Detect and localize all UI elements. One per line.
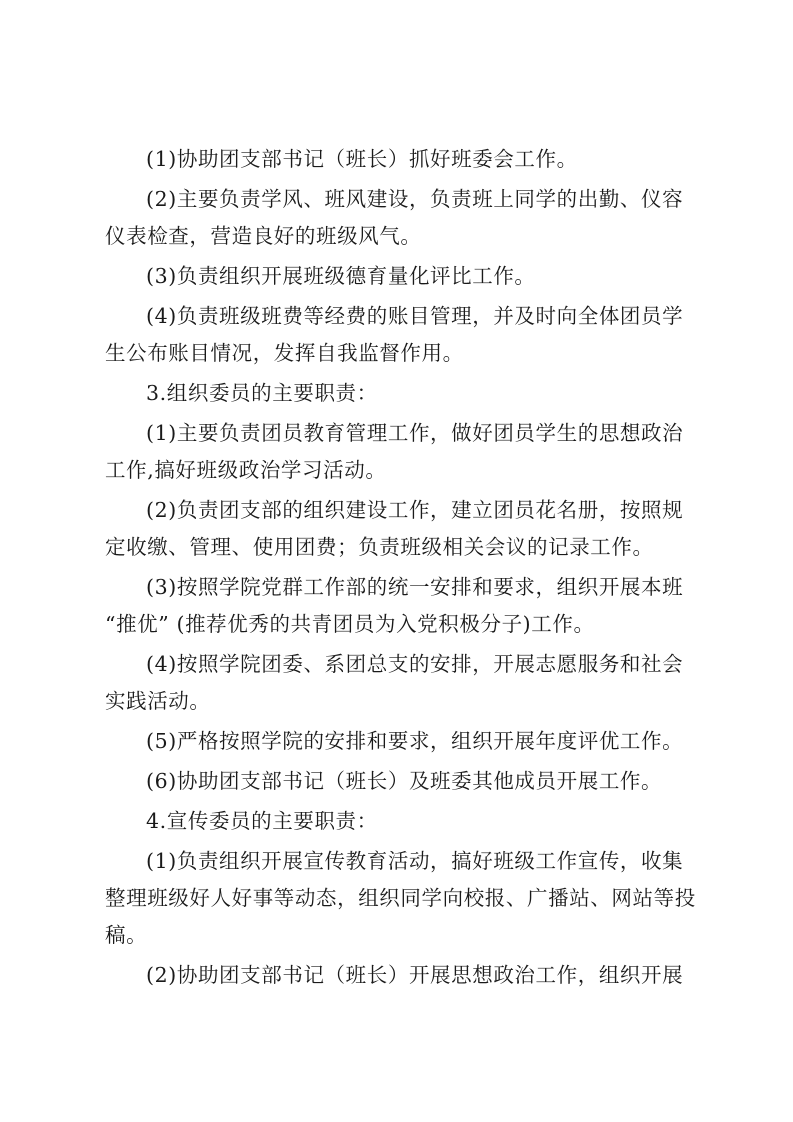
text-line: “推优” (推荐优秀的共青团员为入党积极分子)工作。 <box>105 612 595 636</box>
document-body <box>105 141 696 997</box>
paragraph-publicity-duty-1 <box>105 843 696 954</box>
paragraph-organization-duty-4 <box>105 646 693 720</box>
paragraph-organization-duty-1 <box>105 415 693 489</box>
text-line: (1)主要负责团员教育管理工作，做好团员学生的思想政治 <box>146 421 684 445</box>
text-line: (4)负责班级班费等经费的账目管理，并及时向全体团员学 <box>146 304 684 328</box>
text-line: 生公布账目情况，发挥自我监督作用。 <box>105 341 464 365</box>
paragraph-organization-duty-2 <box>105 492 693 566</box>
text-line: (2)负责团支部的组织建设工作，建立团员花名册，按照规 <box>146 498 684 522</box>
text-line: (1)协助团支部书记（班长）抓好班委会工作。 <box>146 147 578 171</box>
text-line: (6)协助团支部书记（班长）及班委其他成员开展工作。 <box>146 769 663 793</box>
text-line: 3.组织委员的主要职责： <box>146 381 378 405</box>
text-line: (2)主要负责学风、班风建设，负责班上同学的出勤、仪容 <box>146 187 684 211</box>
paragraph-monitor-duty-1 <box>105 141 693 178</box>
text-line: (2)协助团支部书记（班长）开展思想政治工作，组织开展 <box>146 963 684 987</box>
text-line: 整理班级好人好事等动态，组织同学向校报、广播站、网站等投 <box>105 886 696 910</box>
text-line: (5)严格按照学院的安排和要求，组织开展年度评优工作。 <box>146 729 684 753</box>
paragraph-monitor-duty-2 <box>105 181 693 255</box>
text-line: 工作,搞好班级政治学习活动。 <box>105 458 387 482</box>
text-line: (3)负责组织开展班级德育量化评比工作。 <box>146 264 536 288</box>
text-line: (3)按照学院党群工作部的统一安排和要求，组织开展本班 <box>146 575 684 599</box>
text-line: (1)负责组织开展宣传教育活动，搞好班级工作宣传，收集 <box>146 849 684 873</box>
text-line: 实践活动。 <box>105 689 211 713</box>
paragraph-organization-duty-6 <box>105 763 693 800</box>
paragraph-publicity-duty-2 <box>105 957 693 994</box>
paragraph-monitor-duty-3 <box>105 258 693 295</box>
heading-organization-committee <box>105 375 693 412</box>
text-line: 仪表检查，营造良好的班级风气。 <box>105 224 422 248</box>
heading-publicity-committee <box>105 803 693 840</box>
text-line: (4)按照学院团委、系团总支的安排，开展志愿服务和社会 <box>146 652 684 676</box>
paragraph-monitor-duty-4 <box>105 298 693 372</box>
text-line: 定收缴、管理、使用团费；负责班级相关会议的记录工作。 <box>105 535 654 559</box>
text-line: 4.宣传委员的主要职责： <box>146 809 378 833</box>
text-line: 稿。 <box>105 923 148 947</box>
paragraph-organization-duty-3 <box>105 569 693 643</box>
paragraph-organization-duty-5 <box>105 723 693 760</box>
